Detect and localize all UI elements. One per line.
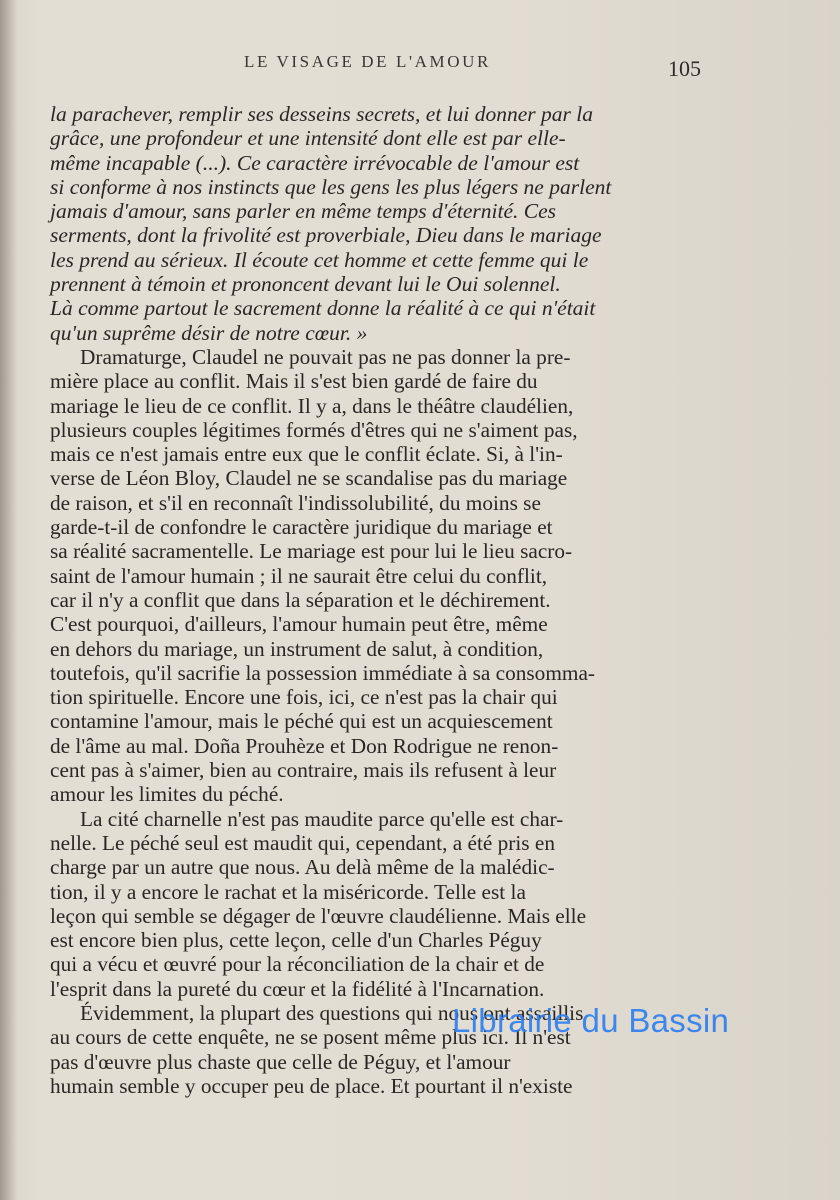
text-line: contamine l'amour, mais le péché qui est un acquiescement — [50, 709, 553, 734]
text-line: même incapable (...). Ce caractère irrévocable de l'amour est — [50, 150, 580, 175]
page-number: 105 — [668, 56, 701, 81]
text-line: nelle. Le péché seul est maudit qui, cependant, a été pris en — [50, 830, 556, 855]
text-line: La cité charnelle n'est pas maudite parce qu'elle est char- — [80, 806, 564, 831]
text-line: au cours de cette enquête, ne se posent même plus ici. Il n'est — [50, 1025, 571, 1050]
text-line: de l'âme au mal. Doña Prouhèze et Don Rodrigue ne renon- — [50, 733, 559, 758]
text-line: Dramaturge, Claudel ne pouvait pas ne pas donner la pre- — [80, 344, 571, 369]
text-line: en dehors du mariage, un instrument de salut, à condition, — [50, 636, 544, 661]
text-line: prennent à témoin et prononcent devant lui le Oui solennel. — [50, 272, 561, 297]
text-line: mais ce n'est jamais entre eux que le conflit éclate. Si, à l'in- — [50, 442, 563, 467]
text-line: qui a vécu et œuvré pour la réconciliation de la chair et de — [50, 952, 545, 977]
binding-shadow — [0, 0, 18, 1200]
text-line: si conforme à nos instincts que les gens les plus légers ne parlent — [50, 174, 612, 199]
text-line: garde-t-il de confondre le caractère juridique du mariage et — [50, 515, 553, 540]
text-line: les prend au sérieux. Il écoute cet homme et cette femme qui le — [50, 247, 589, 272]
running-head: LE VISAGE DE L'AMOUR — [244, 52, 491, 71]
text-line: charge par un autre que nous. Au delà même de la malédic- — [50, 855, 555, 880]
paragraph-claudel — [50, 345, 710, 807]
text-line: C'est pourquoi, d'ailleurs, l'amour humain peut être, même — [50, 612, 548, 637]
text-line: qu'un suprême désir de notre cœur. » — [50, 320, 368, 345]
text-line: humain semble y occuper peu de place. Et pourtant il n'existe — [50, 1073, 573, 1098]
text-line: Évidemment, la plupart des questions qui nous ont assaillis — [80, 1000, 584, 1025]
text-line: verse de Léon Bloy, Claudel ne se scandalise pas du mariage — [50, 466, 568, 491]
text-line: jamais d'amour, sans parler en même temps d'éternité. Ces — [50, 199, 557, 224]
text-line: tion spirituelle. Encore une fois, ici, ce n'est pas la chair qui — [50, 685, 558, 710]
text-line: de raison, et s'il en reconnaît l'indissolubilité, du moins se — [50, 490, 541, 515]
paragraph-cite-charnelle — [50, 807, 710, 1001]
text-line: tion, il y a encore le rachat et la miséricorde. Telle est la — [50, 879, 526, 904]
text-line: car il n'y a conflit que dans la séparation et le déchirement. — [50, 587, 551, 612]
text-line: est encore bien plus, cette leçon, celle d'un Charles Péguy — [50, 928, 542, 953]
text-line: amour les limites du péché. — [50, 782, 284, 807]
text-line: la parachever, remplir ses desseins secrets, et lui donner par la — [50, 102, 594, 126]
text-line: saint de l'amour humain ; il ne saurait être celui du conflit, — [50, 563, 548, 588]
text-line: l'esprit dans la pureté du cœur et la fidélité à l'Incarnation. — [50, 976, 545, 1001]
body-text — [50, 102, 710, 1098]
text-line: sa réalité sacramentelle. Le mariage est pour lui le lieu sacro- — [50, 539, 573, 564]
text-line: serments, dont la frivolité est proverbiale, Dieu dans le mariage — [50, 223, 602, 248]
text-line: cent pas à s'aimer, bien au contraire, mais ils refusent à leur — [50, 758, 557, 783]
text-line: leçon qui semble se dégager de l'œuvre claudélienne. Mais elle — [50, 903, 587, 928]
text-line: pas d'œuvre plus chaste que celle de Péguy, et l'amour — [50, 1049, 511, 1074]
text-line: Là comme partout le sacrement donne la réalité à ce qui n'était — [50, 296, 596, 321]
text-line: mière place au conflit. Mais il s'est bien gardé de faire du — [50, 369, 538, 394]
quotation-block — [50, 102, 710, 345]
text-line: grâce, une profondeur et une intensité dont elle est par elle- — [50, 126, 566, 151]
bookseller-watermark: Librairie du Bassin — [452, 1002, 730, 1039]
text-line: mariage le lieu de ce conflit. Il y a, dans le théâtre claudélien, — [50, 393, 574, 418]
text-line: plusieurs couples légitimes formés d'êtres qui ne s'aiment pas, — [50, 417, 578, 442]
text-line: toutefois, qu'il sacrifie la possession immédiate à sa consomma- — [50, 660, 596, 685]
